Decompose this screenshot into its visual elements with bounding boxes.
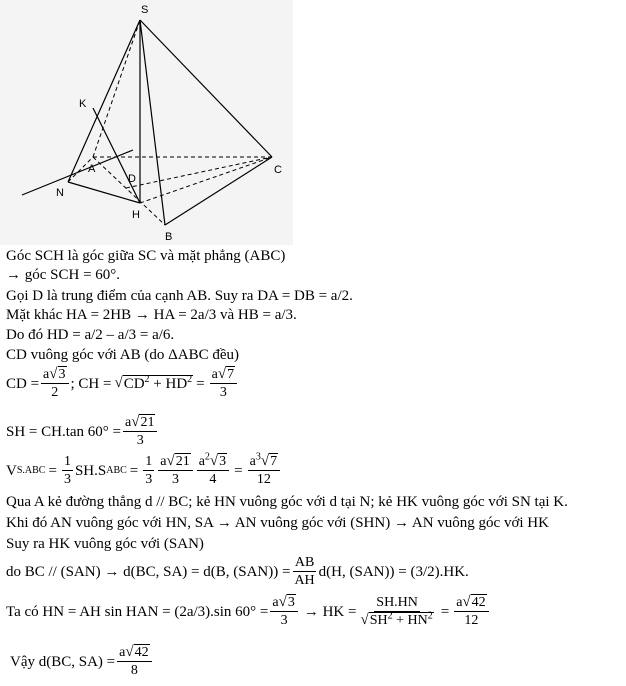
formula-sh: SH = CH.tan 60° = a √ 21 3 bbox=[6, 414, 159, 449]
text-line-2: → góc SCH = 60°. bbox=[6, 267, 121, 283]
label-S: S bbox=[141, 4, 149, 16]
pyramid-diagram bbox=[0, 0, 293, 245]
formula-cd-ch: CD = a √ 3 2 ; CH = √ $CD^2 + HD^2$ = a √ 7 3 bbox=[6, 366, 239, 401]
formula-answer: Vậy d(BC, SA) = a √ 42 8 bbox=[10, 644, 154, 679]
text-line-10: Qua A kẻ đường thẳng d // BC; kẻ HN vuông góc với d tại N; kẻ HK vuông góc với SN tại K. bbox=[6, 494, 568, 510]
formula-volume: V S.ABC = $\frac{1}{3}$ SH.S ABC = $\frac{1}{3}$ a √ 21 3 $a^2$ √ 3 4 = $a^3$ √ 7 12 bbox=[6, 453, 282, 488]
text-line-4: Mặt khác HA = 2HB → HA = 2a/3 và HB = a/3. bbox=[6, 307, 297, 323]
fraction-cd: a √ 3 2 bbox=[41, 366, 68, 401]
edge-AB bbox=[93, 157, 165, 225]
edge-CD bbox=[126, 157, 272, 188]
label-K: K bbox=[79, 98, 87, 110]
text-line-5: Do đó HD = a/2 – a/3 = a/6. bbox=[6, 327, 175, 343]
label-N: N bbox=[56, 187, 64, 199]
fraction-hk: SH.HN √ $SH^2 + HN^2$ bbox=[360, 595, 433, 628]
label-A: A bbox=[88, 163, 96, 175]
ch-label: ; CH = bbox=[70, 375, 112, 392]
edge-SA bbox=[93, 20, 140, 157]
fraction-answer: a √ 42 8 bbox=[117, 644, 151, 679]
pyramid-figure bbox=[0, 0, 293, 245]
label-H: H bbox=[132, 209, 140, 221]
formula-hn-hk: Ta có HN = AH sin HAN = (2a/3).sin 60° = a √ 3 3 → HK = SH.HN √ $SH^2 + HN^2$ = a √ 42 12 bbox=[6, 594, 491, 629]
edge-SB bbox=[140, 20, 165, 225]
fraction-ch: a √ 7 3 bbox=[210, 366, 237, 401]
label-B: B bbox=[165, 231, 173, 243]
text-line-6: CD vuông góc với AB (do ΔABC đều) bbox=[6, 347, 239, 363]
cd-label: CD = bbox=[6, 375, 40, 392]
edge-BC bbox=[165, 157, 272, 225]
fraction-sh: a √ 21 3 bbox=[123, 414, 157, 449]
text-line-1: Góc SCH là góc giữa SC và mặt phẳng (ABC) bbox=[6, 248, 286, 264]
label-C: C bbox=[274, 164, 282, 176]
formula-distance: do BC // (SAN) → d(BC, SA) = d(B, (SAN)) = $\frac{AB}{AH}$ d(H, (SAN)) = (3/2).HK. bbox=[6, 555, 469, 588]
sqrt-cd-hd: √ $CD^2 + HD^2$ bbox=[114, 374, 193, 392]
edge-NH bbox=[68, 182, 140, 203]
text-line-3: Gọi D là trung điểm của cạnh AB. Suy ra DA = DB = a/2. bbox=[6, 288, 353, 304]
fraction-ab-ah: $\frac{AB}{AH}$ bbox=[294, 555, 315, 588]
text-line-12: Suy ra HK vuông góc với (SAN) bbox=[6, 536, 204, 552]
text-line-11: Khi đó AN vuông góc với HN, SA → AN vuông góc với (SHN) → AN vuông góc với HK bbox=[6, 515, 549, 531]
edge-HK bbox=[93, 108, 140, 203]
edge-SC bbox=[140, 20, 272, 157]
label-D: D bbox=[128, 173, 136, 185]
